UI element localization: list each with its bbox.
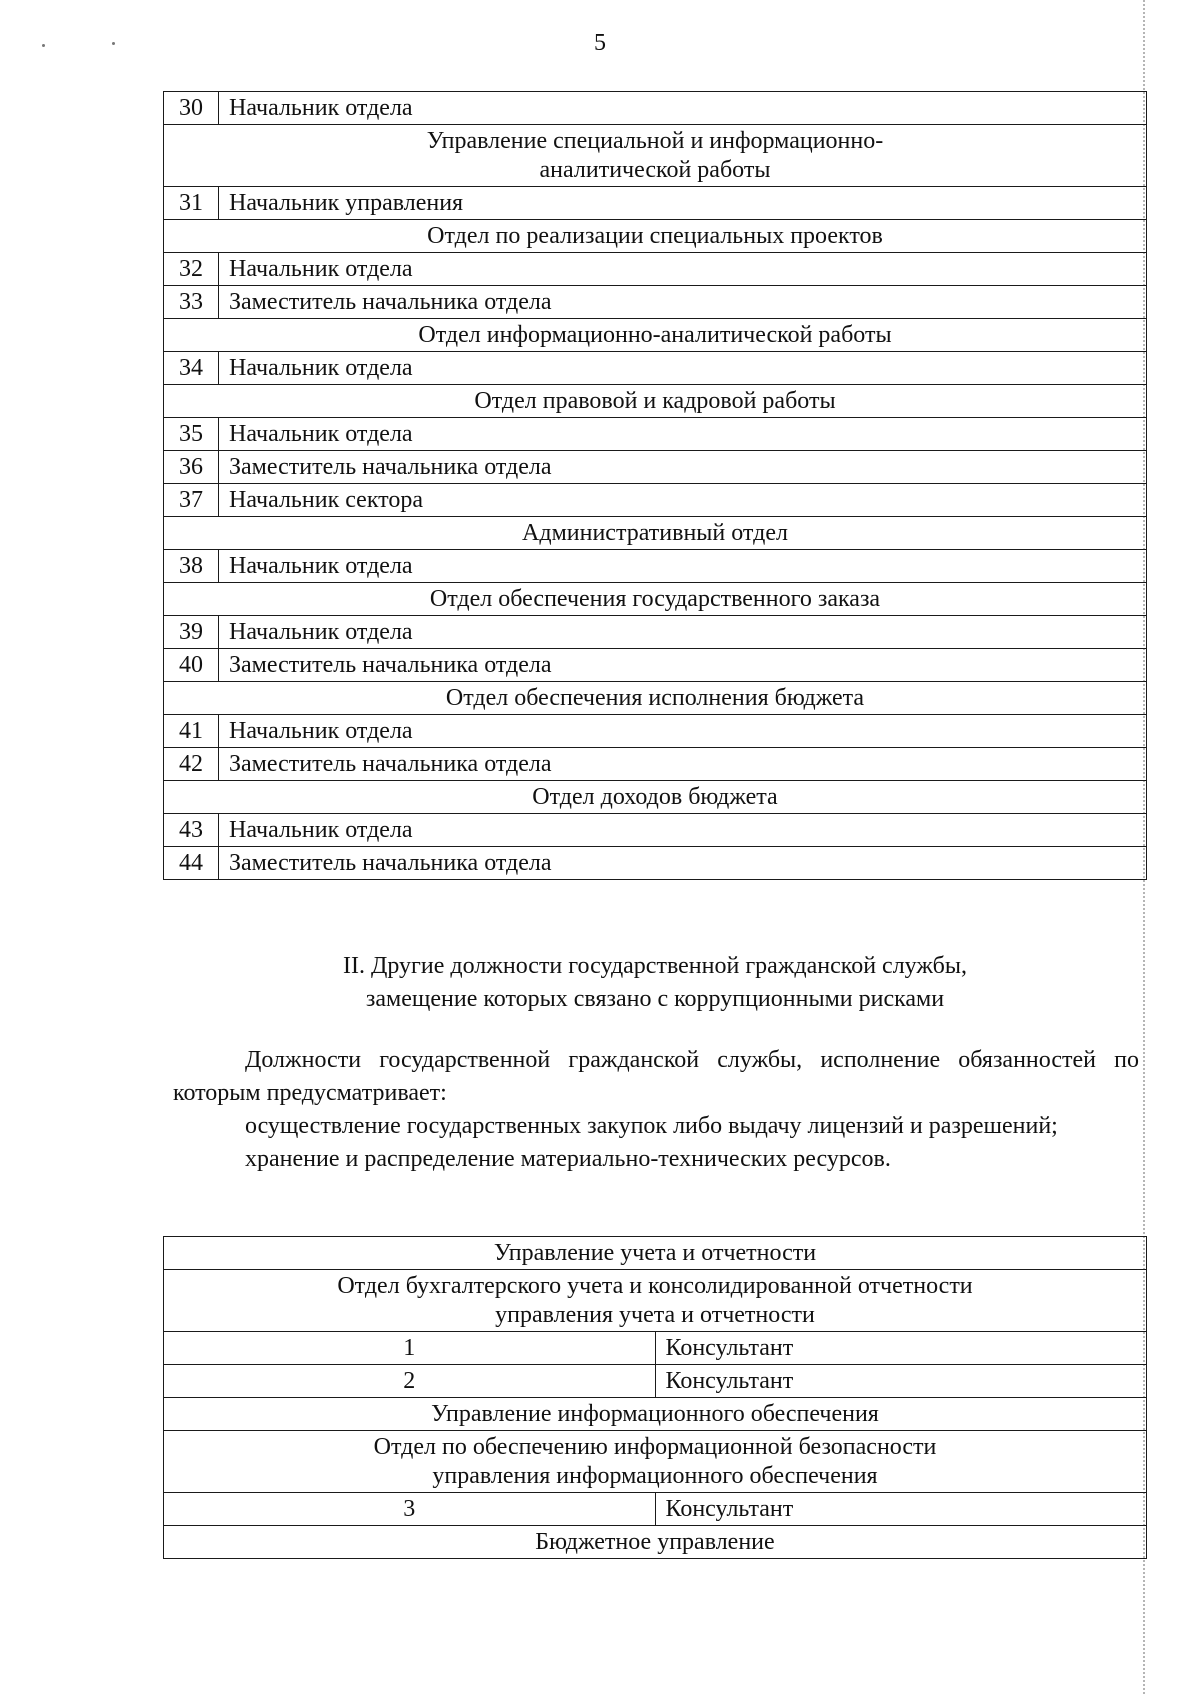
department-header-row bbox=[164, 682, 1147, 715]
position-row bbox=[164, 847, 1147, 880]
position-title: Заместитель начальника отдела bbox=[219, 748, 1147, 781]
body-paragraph: осуществление государственных закупок либо выдачу лицензий и разрешений; bbox=[245, 1113, 1058, 1139]
department-header-row bbox=[164, 1431, 1147, 1493]
position-title: Начальник сектора bbox=[219, 484, 1147, 517]
department-header-row bbox=[164, 781, 1147, 814]
position-number: 44 bbox=[164, 847, 219, 880]
position-number: 38 bbox=[164, 550, 219, 583]
department-name: Бюджетное управление bbox=[164, 1526, 1147, 1559]
position-number: 37 bbox=[164, 484, 219, 517]
position-row bbox=[164, 484, 1147, 517]
position-number: 43 bbox=[164, 814, 219, 847]
positions-table-part2 bbox=[163, 1236, 1147, 1559]
position-number: 35 bbox=[164, 418, 219, 451]
position-title: Начальник отдела bbox=[219, 616, 1147, 649]
department-header-row bbox=[164, 583, 1147, 616]
position-number: 32 bbox=[164, 253, 219, 286]
department-name: Отдел по обеспечению информационной безопасности управления информационного обеспечения bbox=[164, 1431, 1147, 1493]
position-number: 41 bbox=[164, 715, 219, 748]
department-header-row bbox=[164, 125, 1147, 187]
position-number: 39 bbox=[164, 616, 219, 649]
department-header-row bbox=[164, 319, 1147, 352]
department-header-row bbox=[164, 517, 1147, 550]
position-row bbox=[164, 187, 1147, 220]
position-title: Начальник отдела bbox=[219, 550, 1147, 583]
position-title: Заместитель начальника отдела bbox=[219, 451, 1147, 484]
position-title: Заместитель начальника отдела bbox=[219, 286, 1147, 319]
section-body bbox=[173, 1044, 1139, 1176]
position-row bbox=[164, 748, 1147, 781]
position-row bbox=[164, 418, 1147, 451]
position-number: 31 bbox=[164, 187, 219, 220]
position-title: Начальник управления bbox=[219, 187, 1147, 220]
position-row bbox=[164, 1332, 1147, 1365]
position-title: Заместитель начальника отдела bbox=[219, 649, 1147, 682]
position-row bbox=[164, 715, 1147, 748]
department-name: Административный отдел bbox=[164, 517, 1147, 550]
position-row bbox=[164, 649, 1147, 682]
body-paragraph: Должности государственной гражданской службы, исполнение обязанностей по которым предусматривает: bbox=[173, 1047, 1139, 1106]
body-paragraph: хранение и распределение материально-технических ресурсов. bbox=[245, 1146, 891, 1172]
position-number: 36 bbox=[164, 451, 219, 484]
positions-table-body bbox=[164, 1237, 1147, 1559]
position-row bbox=[164, 1493, 1147, 1526]
department-name: Отдел обеспечения исполнения бюджета bbox=[164, 682, 1147, 715]
department-header-row bbox=[164, 1237, 1147, 1270]
position-row bbox=[164, 550, 1147, 583]
department-name: Управление учета и отчетности bbox=[164, 1237, 1147, 1270]
position-number: 30 bbox=[164, 92, 219, 125]
position-row bbox=[164, 92, 1147, 125]
position-title: Начальник отдела bbox=[219, 814, 1147, 847]
department-header-row bbox=[164, 1526, 1147, 1559]
position-row bbox=[164, 286, 1147, 319]
department-name: Отдел доходов бюджета bbox=[164, 781, 1147, 814]
section-title bbox=[163, 950, 1147, 1016]
department-header-row bbox=[164, 1398, 1147, 1431]
position-title: Консультант bbox=[655, 1332, 1147, 1365]
section-title-line: II. Другие должности государственной гражданской службы, bbox=[343, 953, 967, 979]
positions-table-body bbox=[164, 92, 1147, 880]
position-title: Начальник отдела bbox=[219, 352, 1147, 385]
scan-speck bbox=[112, 42, 115, 45]
position-row bbox=[164, 253, 1147, 286]
department-header-row bbox=[164, 220, 1147, 253]
position-title: Заместитель начальника отдела bbox=[219, 847, 1147, 880]
position-row bbox=[164, 1365, 1147, 1398]
department-header-row bbox=[164, 1270, 1147, 1332]
department-name: Управление специальной и информационно- аналитической работы bbox=[164, 125, 1147, 187]
department-name: Отдел информационно-аналитической работы bbox=[164, 319, 1147, 352]
section-title-line: замещение которых связано с коррупционными рисками bbox=[365, 986, 945, 1012]
department-name: Управление информационного обеспечения bbox=[164, 1398, 1147, 1431]
position-number: 3 bbox=[164, 1493, 656, 1526]
position-number: 42 bbox=[164, 748, 219, 781]
department-name: Отдел бухгалтерского учета и консолидированной отчетности управления учета и отчетности bbox=[164, 1270, 1147, 1332]
department-name: Отдел по реализации специальных проектов bbox=[164, 220, 1147, 253]
position-title: Начальник отдела bbox=[219, 715, 1147, 748]
position-row bbox=[164, 814, 1147, 847]
position-number: 33 bbox=[164, 286, 219, 319]
position-title: Начальник отдела bbox=[219, 253, 1147, 286]
position-title: Начальник отдела bbox=[219, 92, 1147, 125]
positions-table-part1 bbox=[163, 91, 1147, 880]
position-title: Консультант bbox=[655, 1493, 1147, 1526]
page-number: 5 bbox=[594, 30, 606, 56]
department-header-row bbox=[164, 385, 1147, 418]
position-row bbox=[164, 451, 1147, 484]
position-number: 1 bbox=[164, 1332, 656, 1365]
position-row bbox=[164, 352, 1147, 385]
position-title: Консультант bbox=[655, 1365, 1147, 1398]
position-row bbox=[164, 616, 1147, 649]
position-number: 40 bbox=[164, 649, 219, 682]
department-name: Отдел правовой и кадровой работы bbox=[164, 385, 1147, 418]
position-number: 34 bbox=[164, 352, 219, 385]
position-title: Начальник отдела bbox=[219, 418, 1147, 451]
position-number: 2 bbox=[164, 1365, 656, 1398]
department-name: Отдел обеспечения государственного заказа bbox=[164, 583, 1147, 616]
scan-speck bbox=[42, 44, 45, 47]
